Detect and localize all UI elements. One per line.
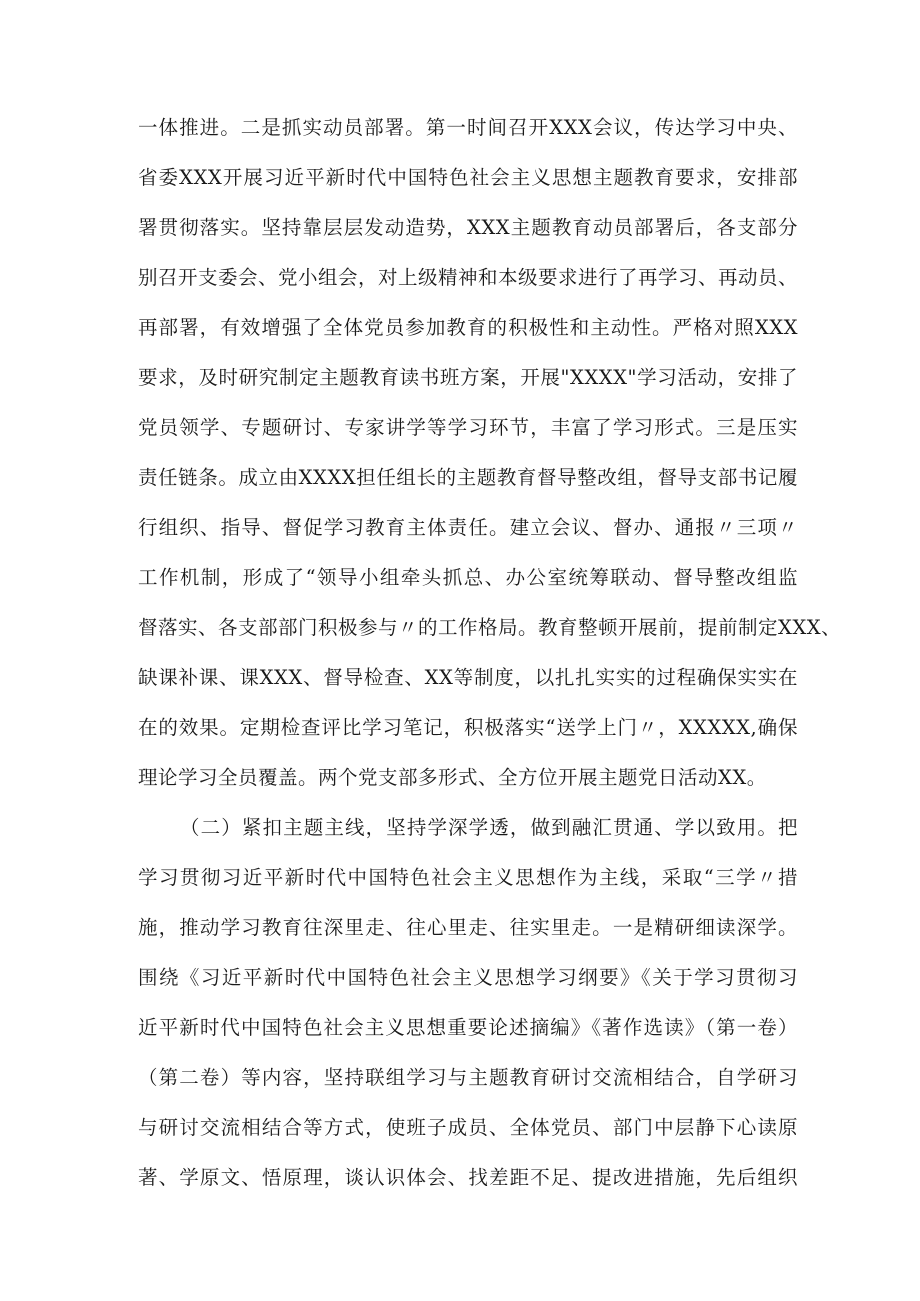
text-line: （第二卷）等内容，坚持联组学习与主题教育研讨交流相结合，自学研习 <box>138 1066 798 1089</box>
text-line: 署贯彻落实。坚持靠层层发动造势，XXX主题教育动员部署后，各支部分 <box>138 216 798 239</box>
text-line: 责任链条。成立由XXXX担任组长的主题教育督导整改组，督导支部书记履 <box>138 466 798 489</box>
text-line: 施，推动学习教育往深里走、往心里走、往实里走。一是精研细读深学。 <box>138 916 798 939</box>
text-line: 与研讨交流相结合等方式，使班子成员、全体党员、部门中层静下心读原 <box>138 1116 798 1139</box>
text-line: 党员领学、专题研讨、专家讲学等学习环节，丰富了学习形式。三是压实 <box>138 416 798 439</box>
text-line: 在的效果。定期检查评比学习笔记，积极落实“送学上门〃，XXXXX,确保 <box>138 716 798 739</box>
text-line: 围绕《习近平新时代中国特色社会主义思想学习纲要》《关于学习贯彻习 <box>138 966 798 989</box>
text-line: 一体推进。二是抓实动员部署。第一时间召开XXX会议，传达学习中央、 <box>138 116 798 139</box>
text-line: 再部署，有效增强了全体党员参加教育的积极性和主动性。严格对照XXX <box>138 316 798 339</box>
section-heading-line: （二）紧扣主题主线，坚持学深学透，做到融汇贯通、学以致用。把 <box>180 816 798 839</box>
text-line: 督落实、各支部部门积极参与〃的工作格局。教育整顿开展前，提前制定XXX、 <box>138 616 842 639</box>
text-line: 学习贯彻习近平新时代中国特色社会主义思想作为主线，采取“三学〃措 <box>138 866 798 889</box>
text-line: 工作机制，形成了“领导小组牵头抓总、办公室统筹联动、督导整改组监 <box>138 566 798 589</box>
text-line: 省委XXX开展习近平新时代中国特色社会主义思想主题教育要求，安排部 <box>138 166 798 189</box>
text-line: 行组织、指导、督促学习教育主体责任。建立会议、督办、通报〃三项〃 <box>138 516 798 539</box>
text-line: 缺课补课、课XXX、督导检查、XX等制度，以扎扎实实的过程确保实实在 <box>138 666 798 689</box>
text-line: 理论学习全员覆盖。两个党支部多形式、全方位开展主题党日活动XX。 <box>138 766 767 789</box>
text-line: 著、学原文、悟原理，谈认识体会、找差距不足、提改进措施，先后组织 <box>138 1166 798 1189</box>
text-line: 别召开支委会、党小组会，对上级精神和本级要求进行了再学习、再动员、 <box>138 266 799 289</box>
text-line: 要求，及时研究制定主题教育读书班方案，开展"XXXX"学习活动，安排了 <box>138 366 798 389</box>
text-line: 近平新时代中国特色社会主义思想重要论述摘编》《著作选读》（第一卷） <box>138 1016 798 1039</box>
